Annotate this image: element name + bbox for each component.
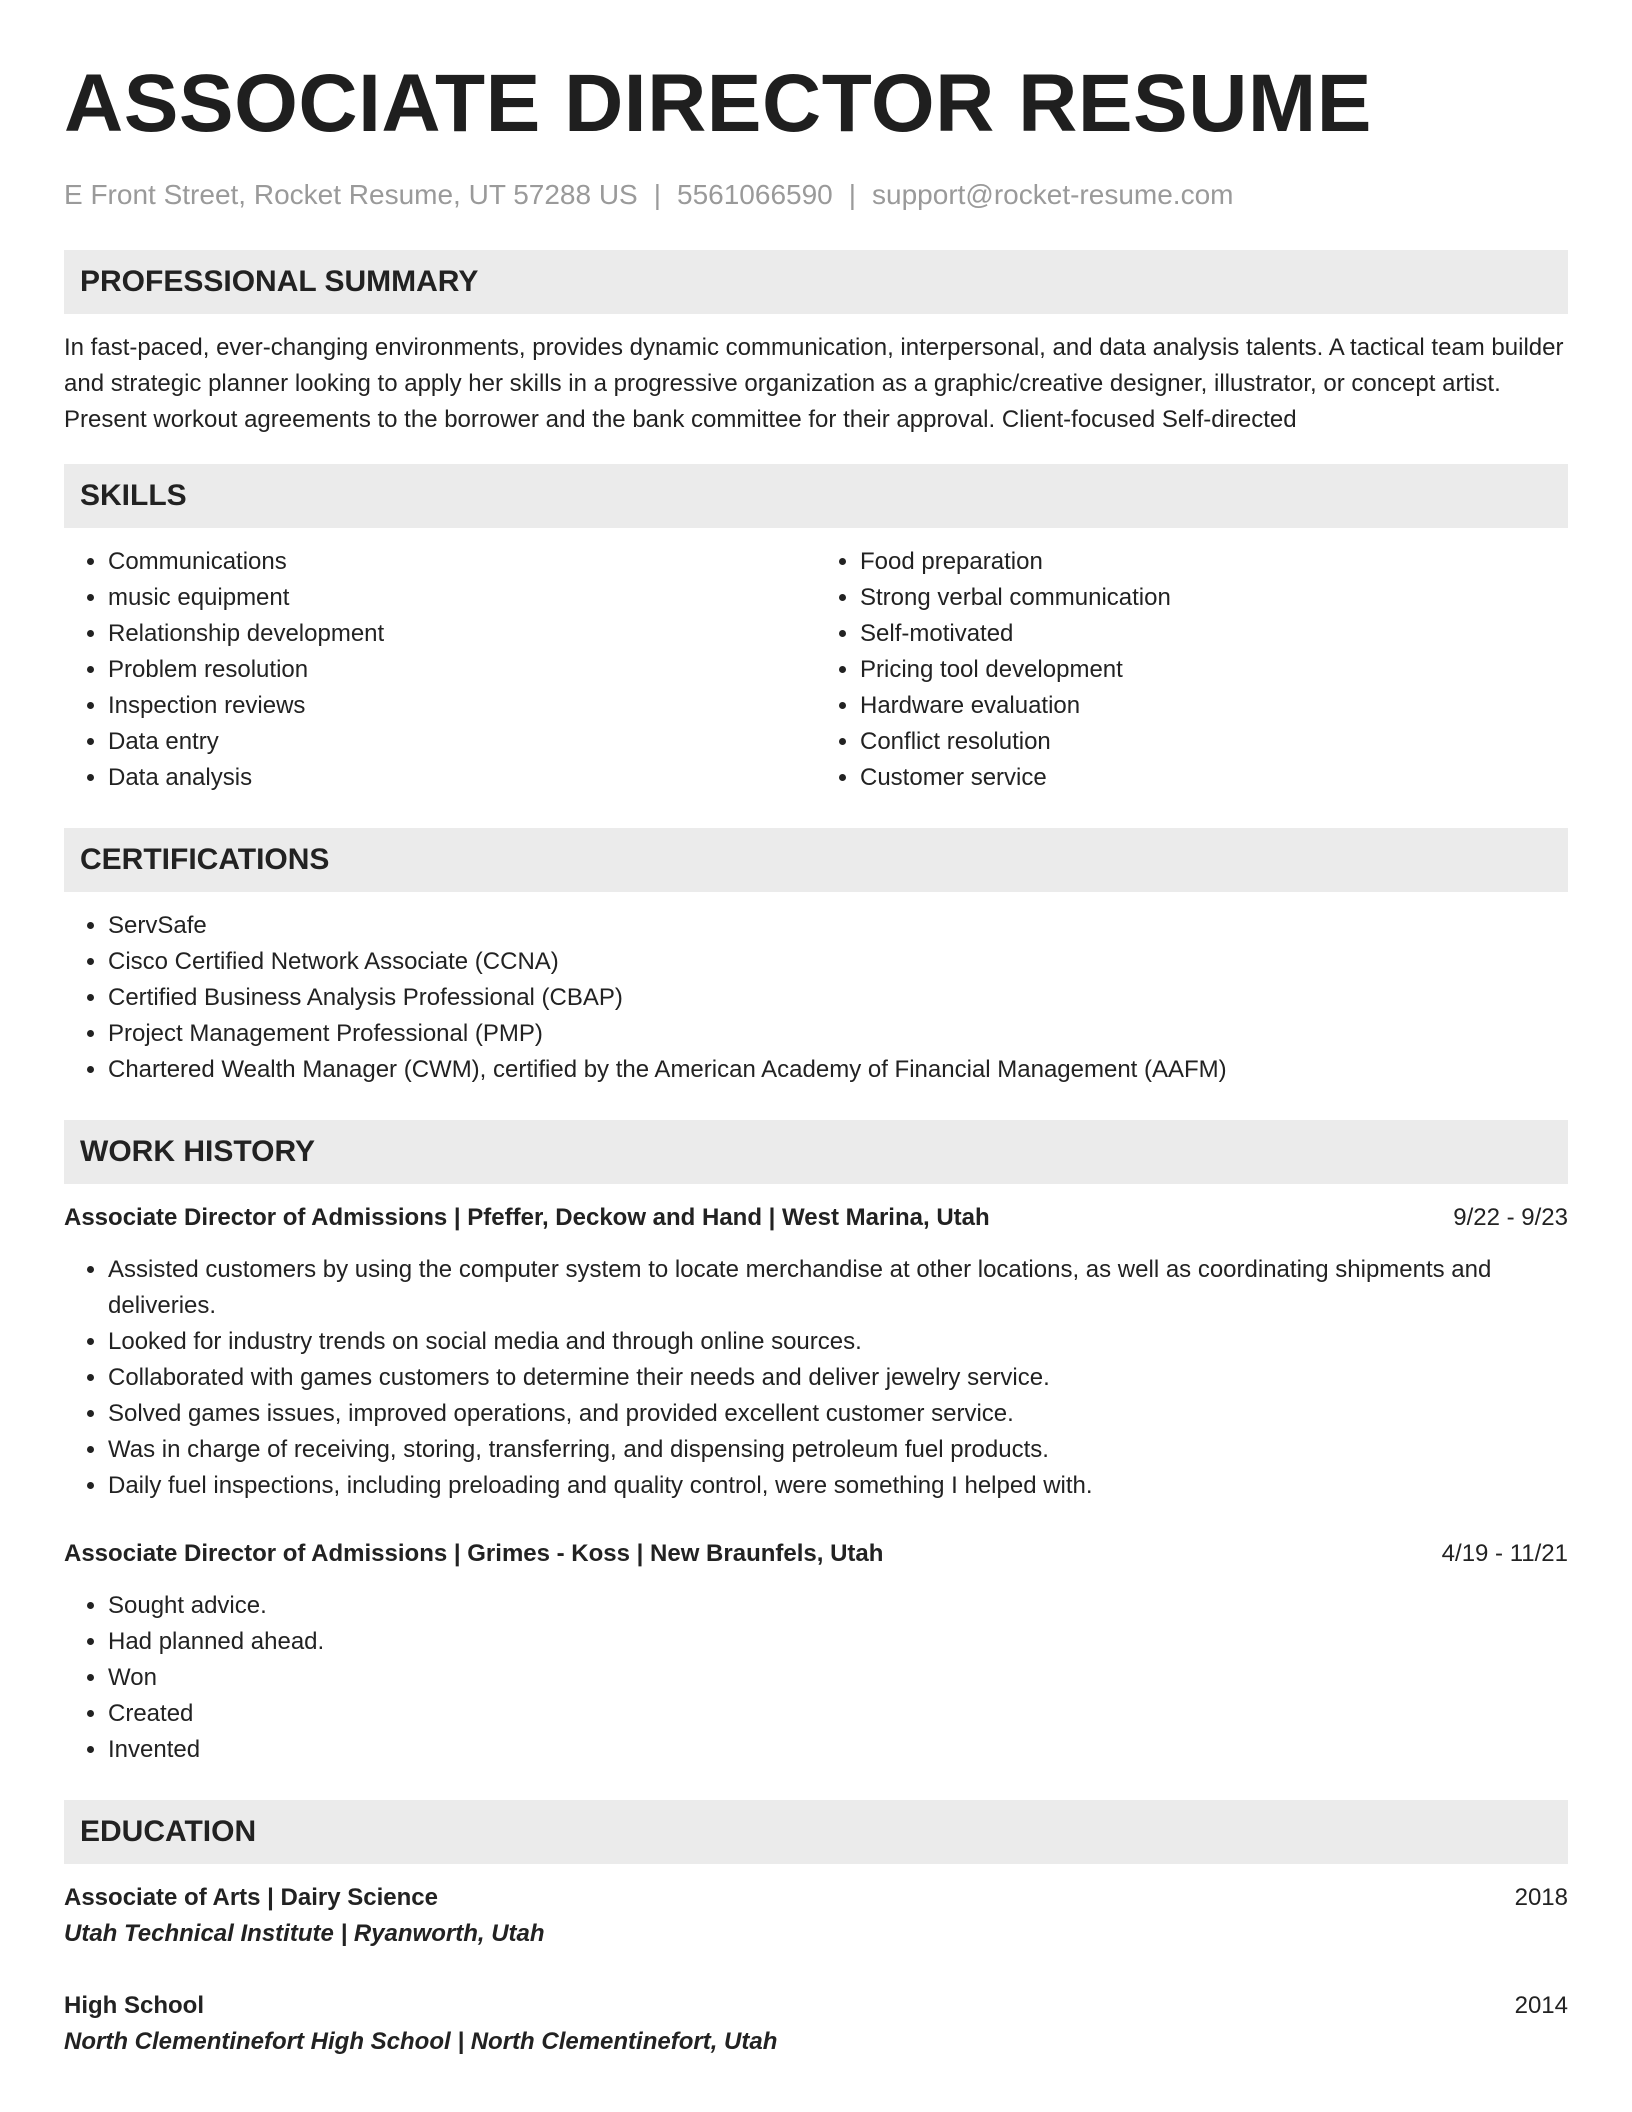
section-header-education: EDUCATION (64, 1800, 1568, 1864)
contact-email: support@rocket-resume.com (872, 179, 1234, 210)
skills-column-right (816, 544, 1568, 796)
education-entry (64, 1988, 1568, 2060)
job-bullet: • Solved games issues, improved operations, and provided excellent customer service. (108, 1396, 1568, 1432)
education-header (64, 1988, 1568, 2024)
job-title: Associate Director of Admissions | Grimes - Koss | New Braunfels, Utah (64, 1540, 884, 1567)
skill-item: • Food preparation (860, 544, 1568, 580)
skill-item: • Self-motivated (860, 616, 1568, 652)
skill-item: • Relationship development (108, 616, 816, 652)
skill-item: • Data analysis (108, 760, 816, 796)
job-bullet: • Collaborated with games customers to determine their needs and deliver jewelry service. (108, 1360, 1568, 1396)
job-dates: 4/19 - 11/21 (1441, 1540, 1568, 1567)
skills-list-left (64, 544, 816, 796)
certifications-list (64, 908, 1568, 1088)
section-header-skills: SKILLS (64, 464, 1568, 528)
certification-item: • Chartered Wealth Manager (CWM), certified by the American Academy of Financial Management (AAFM) (108, 1052, 1568, 1088)
resume-title: ASSOCIATE DIRECTOR RESUME (64, 58, 1372, 149)
job-bullet: • Assisted customers by using the computer system to locate merchandise at other locations, as well as coordinating shipments and deliveries. (108, 1252, 1568, 1324)
certification-item: • Cisco Certified Network Associate (CCNA) (108, 944, 1568, 980)
job-entry (64, 1536, 1568, 1768)
summary-text: In fast-paced, ever-changing environments, provides dynamic communication, interpersonal, and data analysis talents. A tactical team builder and strategic planner looking to apply her skills in a progressive organization as a graphic/creative designer, illustrator, or concept artist. Present workout agreements to the borrower and the bank committee for their approval. Client-focused Self-directed (64, 334, 1564, 433)
skill-item: • Inspection reviews (108, 688, 816, 724)
job-bullets (64, 1252, 1568, 1504)
education-entry (64, 1880, 1568, 1952)
contact-line (64, 178, 1568, 212)
certification-item: • Project Management Professional (PMP) (108, 1016, 1568, 1052)
contact-phone: 5561066590 (677, 179, 833, 210)
education-header (64, 1880, 1568, 1916)
skill-item: • Customer service (860, 760, 1568, 796)
job-header (64, 1536, 1568, 1572)
job-title: Associate Director of Admissions | Pfeffer, Deckow and Hand | West Marina, Utah (64, 1204, 990, 1231)
job-bullet: • Created (108, 1696, 1568, 1732)
job-bullets (64, 1588, 1568, 1768)
job-bullet: • Was in charge of receiving, storing, transferring, and dispensing petroleum fuel products. (108, 1432, 1568, 1468)
skill-item: • Conflict resolution (860, 724, 1568, 760)
section-header-certifications: CERTIFICATIONS (64, 828, 1568, 892)
skill-item: • Strong verbal communication (860, 580, 1568, 616)
skill-item: • Communications (108, 544, 816, 580)
contact-separator: | (653, 179, 662, 210)
job-dates: 9/22 - 9/23 (1453, 1204, 1568, 1231)
contact-address: E Front Street, Rocket Resume, UT 57288 US (64, 179, 638, 210)
skills-list-right (816, 544, 1568, 796)
skills-grid (64, 544, 1568, 796)
skill-item: • Pricing tool development (860, 652, 1568, 688)
job-entry (64, 1200, 1568, 1504)
skills-column-left (64, 544, 816, 796)
skill-item: • Data entry (108, 724, 816, 760)
section-header-work-history: WORK HISTORY (64, 1120, 1568, 1184)
certification-item: • Certified Business Analysis Professional (CBAP) (108, 980, 1568, 1016)
certification-item: • ServSafe (108, 908, 1568, 944)
skill-item: • music equipment (108, 580, 816, 616)
education-school: Utah Technical Institute | Ryanworth, Utah (64, 1920, 545, 1947)
job-bullet: • Looked for industry trends on social media and through online sources. (108, 1324, 1568, 1360)
job-bullet: • Daily fuel inspections, including preloading and quality control, were something I helped with. (108, 1468, 1568, 1504)
job-header (64, 1200, 1568, 1236)
education-school: North Clementinefort High School | North Clementinefort, Utah (64, 2028, 778, 2055)
skill-item: • Hardware evaluation (860, 688, 1568, 724)
skill-item: • Problem resolution (108, 652, 816, 688)
job-bullet: • Had planned ahead. (108, 1624, 1568, 1660)
job-bullet: • Won (108, 1660, 1568, 1696)
education-degree: High School (64, 1992, 204, 2019)
education-year: 2018 (1514, 1884, 1568, 1911)
contact-separator: | (848, 179, 857, 210)
job-bullet: • Invented (108, 1732, 1568, 1768)
job-bullet: • Sought advice. (108, 1588, 1568, 1624)
section-header-summary: PROFESSIONAL SUMMARY (64, 250, 1568, 314)
education-year: 2014 (1514, 1992, 1568, 2019)
education-degree: Associate of Arts | Dairy Science (64, 1884, 438, 1911)
